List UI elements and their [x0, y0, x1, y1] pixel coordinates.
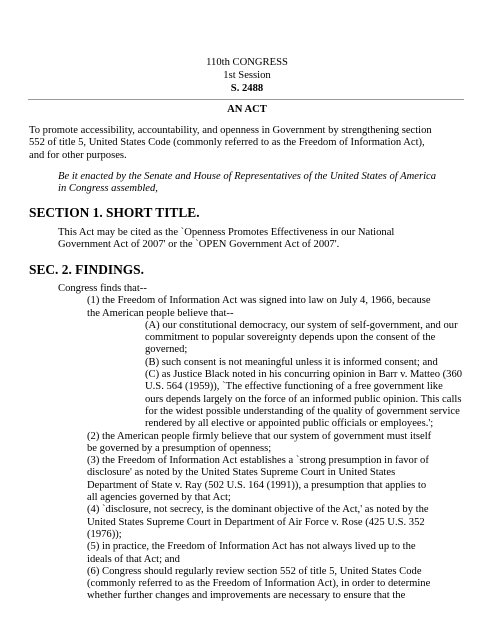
- enacting-line: Be it enacted by the Senate and House of Representatives of the United States of America: [58, 171, 437, 182]
- act-title: AN ACT: [227, 104, 267, 115]
- finding-line: ideals of that Act; and: [87, 553, 180, 565]
- finding-line: for the widest possible understanding of the quality of government service: [145, 405, 460, 417]
- finding-line: United States Supreme Court in Department of Air Force v. Rose (425 U.S. 352: [87, 516, 425, 528]
- finding-line: (5) in practice, the Freedom of Information Act has not always lived up to the: [87, 541, 416, 553]
- finding-line: (B) such consent is not meaningful unless it is informed consent; and: [145, 356, 438, 368]
- finding-line: Congress finds that--: [58, 283, 147, 294]
- finding-line: (commonly referred to as the Freedom of Information Act), in order to determine: [87, 578, 431, 590]
- finding-line: Department of State v. Ray (502 U.S. 164 (1991)), a presumption that applies to: [87, 479, 427, 491]
- bill-number: S. 2488: [230, 83, 264, 94]
- congress-label: 110th CONGRESS: [206, 57, 288, 68]
- finding-line: be governed by a presumption of openness;: [87, 442, 272, 454]
- purpose-line: To promote accessibility, accountability, and openness in Government by strengthening section: [29, 125, 432, 136]
- section-1-heading: SECTION 1. SHORT TITLE.: [29, 205, 200, 220]
- finding-line: commitment to popular sovereignty depends upon the consent of the: [145, 332, 436, 344]
- finding-line: whether further changes and improvements are necessary to ensure that the: [87, 590, 406, 602]
- bill-header: [0, 56, 494, 95]
- enacting-line: in Congress assembled,: [58, 183, 158, 195]
- finding-line: (A) our constitutional democracy, our system of self-government, and our: [145, 319, 458, 331]
- finding-line: disclosure' as noted by the United States Supreme Court in United States: [87, 467, 396, 479]
- purpose-line: and for other purposes.: [29, 149, 127, 161]
- purpose-paragraph: [29, 125, 432, 162]
- finding-line: (3) the Freedom of Information Act establishes a `strong presumption in favor of: [87, 455, 429, 467]
- section-1-line: This Act may be cited as the `Openness Promotes Effectiveness in our National: [58, 227, 395, 238]
- finding-line: (6) Congress should regularly review section 552 of title 5, United States Code: [87, 565, 422, 577]
- finding-line: all agencies governed by that Act;: [87, 492, 231, 504]
- purpose-line: 552 of title 5, United States Code (commonly referred to as the Freedom of Information Act),: [29, 137, 425, 149]
- finding-line: (2) the American people firmly believe that our system of government must itself: [87, 430, 432, 442]
- section-1-body: [58, 227, 394, 252]
- finding-line: (1) the Freedom of Information Act was signed into law on July 4, 1966, because: [87, 295, 431, 307]
- session-label: 1st Session: [223, 70, 271, 81]
- section-2-heading: SEC. 2. FINDINGS.: [29, 262, 144, 277]
- finding-line: (C) as Justice Black noted in his concurring opinion in Barr v. Matteo (360: [145, 369, 463, 381]
- header-divider: [28, 99, 464, 100]
- section-1-line: Government Act of 2007' or the `OPEN Government Act of 2007'.: [58, 239, 340, 251]
- finding-line: (4) `disclosure, not secrecy, is the dominant objective of the Act,' as noted by the: [87, 504, 429, 516]
- finding-line: rendered by all elective or appointed public officials or employees.';: [145, 418, 434, 430]
- finding-line: the American people believe that--: [87, 307, 234, 319]
- finding-line: (1976));: [87, 528, 122, 540]
- enacting-clause: [58, 171, 436, 196]
- finding-line: ours depends largely on the force of an informed public opinion. This calls: [145, 393, 462, 405]
- finding-line: U.S. 564 (1959)), `The effective functioning of a free government like: [145, 381, 443, 393]
- finding-line: governed;: [145, 344, 188, 356]
- section-2-findings: [0, 283, 494, 603]
